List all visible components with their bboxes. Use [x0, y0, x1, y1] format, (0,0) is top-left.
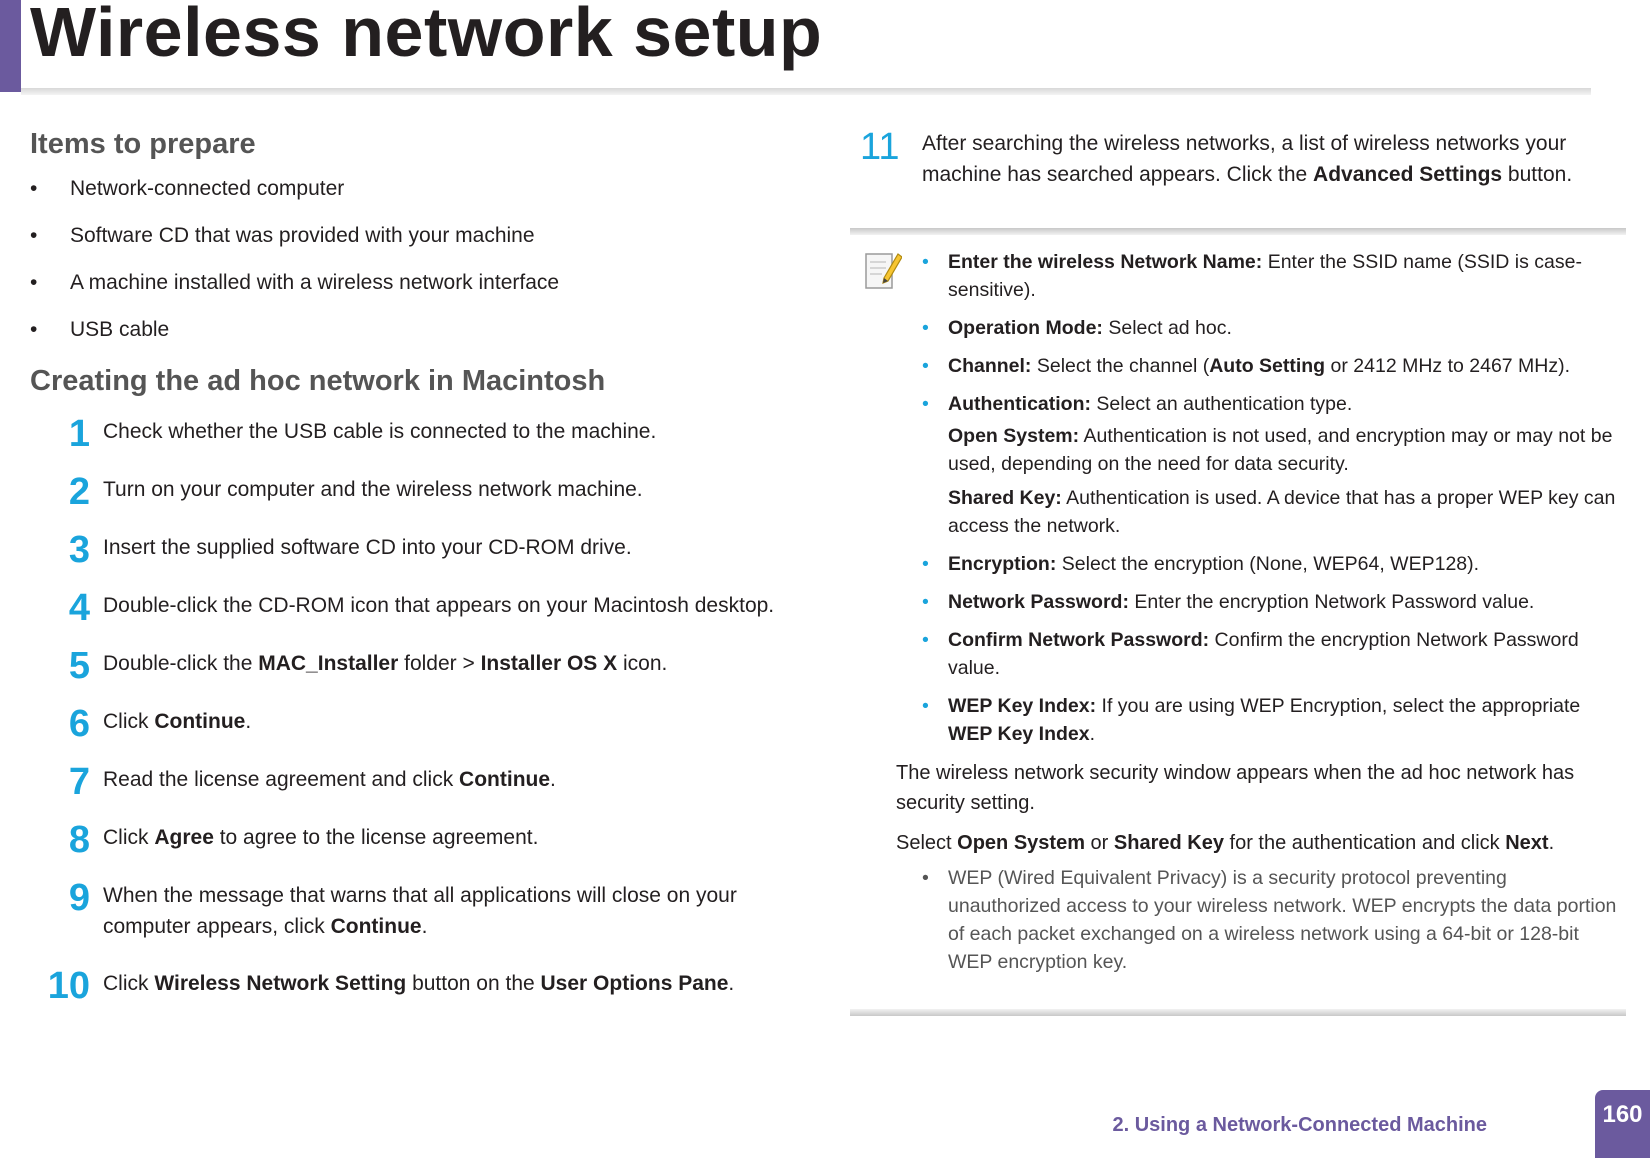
step-10 — [30, 965, 820, 1008]
step-text: When the message that warns that all applications will close on your computer appears, click Continue. — [103, 884, 737, 938]
left-column — [30, 128, 820, 1008]
prepare-list — [30, 177, 820, 365]
right-column — [850, 128, 1630, 190]
list-item: • Software CD that was provided with your machine — [30, 224, 820, 271]
note-item: • Encryption: Select the encryption (None, WEP64, WEP128). — [922, 550, 1622, 578]
note-content — [896, 248, 1622, 976]
note-item: • Network Password: Enter the encryption Network Password value. — [922, 588, 1622, 616]
step-5 — [30, 645, 820, 706]
items-to-prepare-heading: Items to prepare — [30, 128, 256, 160]
step-text: Double-click the MAC_Installer folder > Installer OS X icon. — [103, 652, 668, 675]
step-text: Insert the supplied software CD into your CD-ROM drive. — [103, 536, 632, 559]
step-text: After searching the wireless networks, a list of wireless networks your machine has searched appears. Click the Advanced Settings button. — [922, 132, 1573, 186]
note-item: • WEP Key Index: If you are using WEP Encryption, select the appropriate WEP Key Index. — [922, 692, 1622, 748]
step-7 — [30, 761, 820, 822]
step-number: 1 — [68, 413, 90, 455]
step-6 — [30, 703, 820, 764]
step-number: 10 — [47, 965, 90, 1007]
auth-shared-key: Shared Key: Authentication is used. A device that has a proper WEP key can access the network. — [948, 487, 1616, 537]
list-item: • Network-connected computer — [30, 177, 820, 224]
step-2 — [30, 471, 820, 532]
page-title: Wireless network setup — [30, 0, 823, 71]
step-1 — [30, 413, 820, 474]
step-11 — [850, 128, 1612, 190]
step-number: 5 — [68, 645, 90, 687]
security-window-paragraph: The wireless network security window appears when the ad hoc network has security setting. — [896, 762, 1575, 814]
step-text: Check whether the USB cable is connected to the machine. — [103, 420, 657, 443]
adhoc-heading: Creating the ad hoc network in Macintosh — [30, 365, 606, 397]
step-4 — [30, 587, 820, 648]
list-item: • A machine installed with a wireless network interface — [30, 271, 820, 318]
note-bottom-divider — [850, 1009, 1626, 1016]
step-3 — [30, 529, 820, 590]
title-accent-bar — [0, 0, 21, 92]
step-number: 11 — [860, 126, 900, 168]
wep-definition: • WEP (Wired Equivalent Privacy) is a security protocol preventing unauthorized access to your wireless network. WEP encrypts the data portion of each packet exchanged on a wireless network using a 64-bit or 128-bit WEP encryption key. — [922, 864, 1622, 976]
note-item: • Authentication: Select an authentication type. — [922, 390, 1622, 418]
title-divider — [21, 88, 1591, 95]
note-item: • Enter the wireless Network Name: Enter the SSID name (SSID is case-sensitive). — [922, 248, 1622, 304]
auth-open-system: Open System: Authentication is not used, and encryption may or may not be used, depending on the need for data security. — [948, 425, 1613, 475]
step-number: 7 — [68, 761, 90, 803]
step-number: 3 — [68, 529, 90, 571]
step-8 — [30, 819, 820, 880]
step-number: 8 — [68, 819, 90, 861]
step-number: 9 — [68, 877, 90, 919]
note-top-divider — [850, 228, 1626, 235]
step-text: Read the license agreement and click Continue. — [103, 768, 556, 791]
step-number: 6 — [68, 703, 90, 745]
note-item: • Confirm Network Password: Confirm the encryption Network Password value. — [922, 626, 1622, 682]
steps-list — [30, 413, 820, 1008]
list-item: • USB cable — [30, 318, 820, 365]
select-auth-paragraph: Select Open System or Shared Key for the authentication and click Next. — [896, 832, 1555, 854]
step-text: Turn on your computer and the wireless network machine. — [103, 478, 643, 501]
step-number: 4 — [68, 587, 90, 629]
note-item: • Channel: Select the channel (Auto Setting or 2412 MHz to 2467 MHz). — [922, 352, 1622, 380]
step-9 — [30, 877, 820, 968]
step-text: Click Agree to agree to the license agreement. — [103, 826, 539, 849]
step-text: Click Continue. — [103, 710, 252, 733]
step-text: Click Wireless Network Setting button on the User Options Pane. — [103, 972, 735, 995]
chapter-label: 2. Using a Network-Connected Machine — [1112, 1114, 1487, 1136]
note-item: • Operation Mode: Select ad hoc. — [922, 314, 1622, 342]
note-box — [850, 228, 1626, 1028]
step-text: Double-click the CD-ROM icon that appears on your Macintosh desktop. — [103, 594, 775, 617]
note-pencil-icon — [862, 248, 902, 292]
page-number: 160 — [1595, 1090, 1650, 1158]
step-number: 2 — [68, 471, 90, 513]
